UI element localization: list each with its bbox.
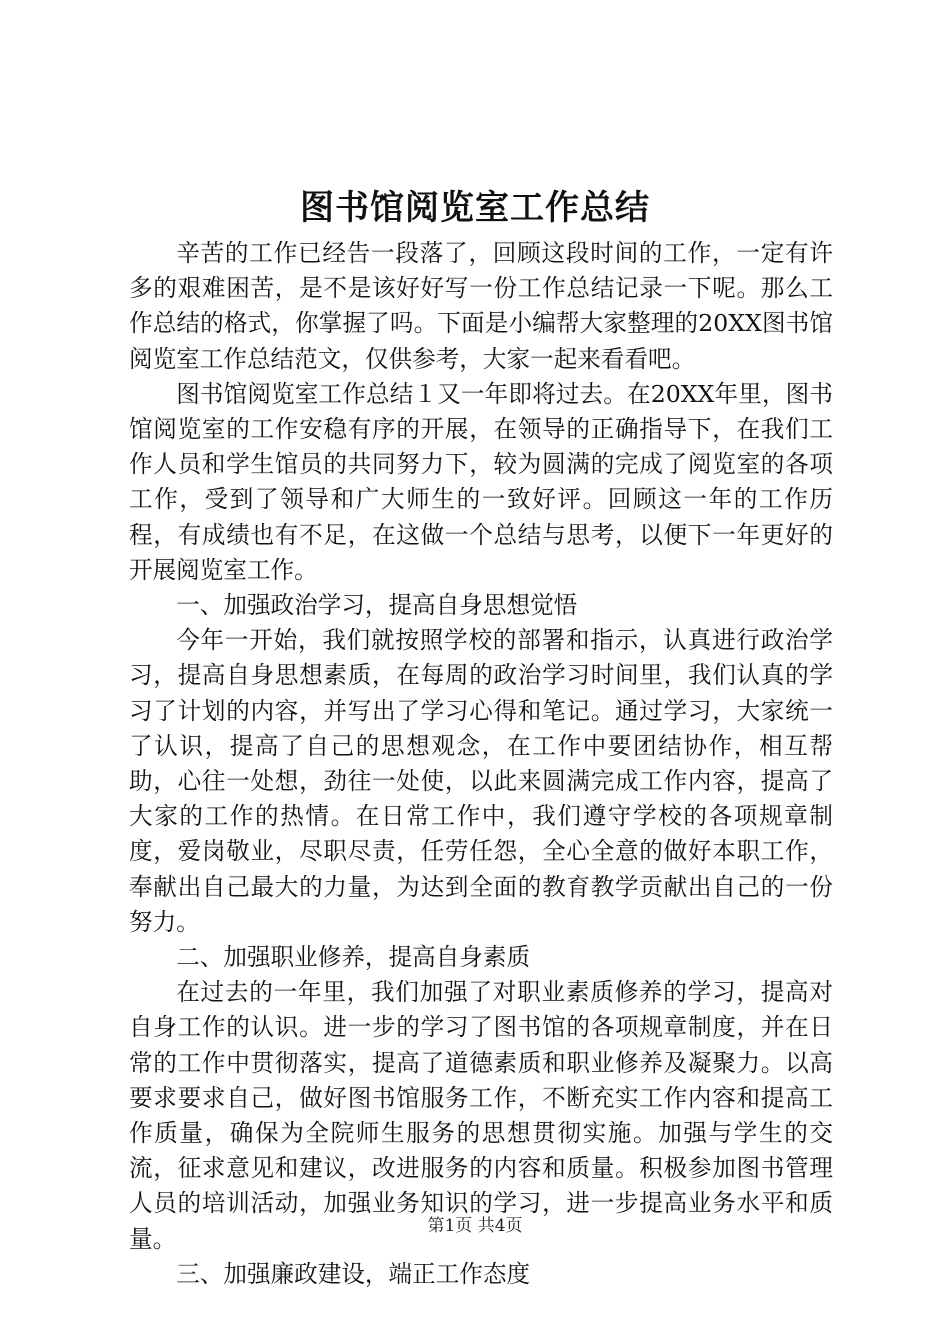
section-heading-3: 三、加强廉政建设，端正工作态度 — [176, 1259, 531, 1288]
section-heading-1: 一、加强政治学习，提高自身思想觉悟 — [176, 591, 578, 620]
summary-paragraph: 图书馆阅览室工作总结１又一年即将过去。在20XX年里，图书馆阅览室的工作安稳有序的开展，在领导的正确指导下，在我们工作人员和学生馆员的共同努力下，较为圆满的完成了阅览室的各项工作，受到了领导和广大师生的一致好评。回顾这一年的工作历程，有成绩也有不足，在这做一个总结与思考，以便下一年更好的开展阅览室工作。 — [129, 379, 833, 584]
document-title: 图书馆阅览室工作总结 — [300, 188, 650, 228]
section-paragraph-1: 今年一开始，我们就按照学校的部署和指示，认真进行政治学习，提高自身思想素质，在每周的政治学习时间里，我们认真的学习了计划的内容，并写出了学习心得和笔记。通过学习，大家统一了认识，提高了自己的思想观念，在工作中要团结协作，相互帮助，心往一处想，劲往一处使，以此来圆满完成工作内容，提高了大家的工作的热情。在日常工作中，我们遵守学校的各项规章制度，爱岗敬业，尽职尽责，任劳任怨，全心全意的做好本职工作，奉献出自己最大的力量，为达到全面的教育教学贡献出自己的一份努力。 — [129, 626, 833, 936]
document-body — [129, 236, 833, 1292]
page-footer: 第1页 共4页 — [427, 1216, 523, 1236]
intro-paragraph: 辛苦的工作已经告一段落了，回顾这段时间的工作，一定有许多的艰难困苦，是不是该好好写一份工作总结记录一下呢。那么工作总结的格式，你掌握了吗。下面是小编帮大家整理的20XX图书馆阅览室工作总结范文，仅供参考，大家一起来看看吧。 — [129, 239, 833, 373]
section-heading-2: 二、加强职业修养，提高自身素质 — [176, 943, 531, 972]
section-paragraph-2: 在过去的一年里，我们加强了对职业素质修养的学习，提高对自身工作的认识。进一步的学习了图书馆的各项规章制度，并在日常的工作中贯彻落实，提高了道德素质和职业修养及凝聚力。以高要求要求自己，做好图书馆服务工作，不断充实工作内容和提高工作质量，确保为全院师生服务的思想贯彻实施。加强与学生的交流，征求意见和建议，改进服务的内容和质量。积极参加图书管理人员的培训活动，加强业务知识的学习，进一步提高业务水平和质量。 — [129, 978, 833, 1253]
